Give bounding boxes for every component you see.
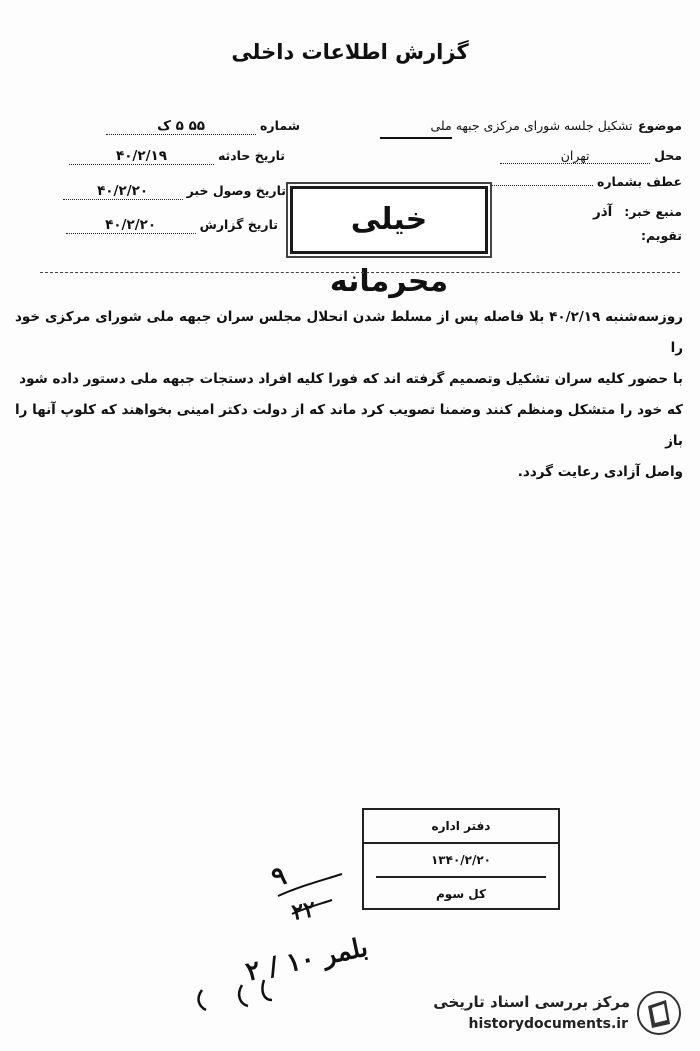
number-field [90,118,300,135]
office-stamp-date: ۱۳۴۰/۲/۲۰ [376,844,546,878]
report-date-value: ۴۰/۲/۲۰ [66,217,196,234]
number-value: ۵۵ ۵ ک [106,118,256,135]
body-line: با حضور کلیه سران تشکیل وتصمیم گرفته اند که فورا کلیه افراد دستجات جبهه ملی دستور داده شود [19,371,683,387]
event-date-value: ۴۰/۲/۱۹ [69,148,214,165]
office-stamp-header: دفتر اداره [364,810,558,844]
classification-stamp: خیلی محرمانه [290,186,488,254]
office-receipt-stamp [362,808,560,910]
report-date-label: تاریخ گزارش [199,217,278,232]
office-stamp-section: کل سوم [436,887,486,901]
source-field [593,204,682,220]
subject-value: تشکیل جلسه شورای مرکزی جبهه ملی [430,118,633,133]
body-line: روزسه‌شنبه ۴۰/۲/۱۹ بلا فاصله پس از مسلط شدن انحلال مجلس سران جبهه ملی شورای مرکزی خود را [15,309,683,356]
reference-label: عطف بشماره [596,174,682,189]
event-date-label: تاریخ حادثه [217,148,285,163]
number-label: شماره [260,118,300,133]
document-title: گزارش اطلاعات داخلی [231,40,469,64]
report-date-field [68,217,278,234]
body-line: که خود را متشکل ومنظم کنند وضمنا تصویب کرد ماند که از دولت دکتر امینی بخواهند که کلوپ آنها را باز [15,402,683,449]
place-field [500,148,682,164]
place-label: محل [654,148,682,163]
header-divider [40,272,680,273]
evaluation-field [641,228,682,243]
received-date-field [68,183,286,200]
received-date-label: تاریخ وصول خبر [186,183,286,198]
evaluation-label: تقویم: [640,228,682,243]
handwritten-mark: ۹ [268,860,290,894]
subject-label: موضوع [637,118,682,133]
place-value: تهران [500,148,650,164]
report-body [15,302,683,488]
subject-underline [380,137,452,139]
body-line: واصل آزادی رعایت گردد. [517,464,683,480]
signature-strokes [190,970,330,1020]
archive-url: historydocuments.ir [468,1016,628,1032]
archive-logo-icon [636,990,682,1036]
source-value: آذر [592,204,613,220]
event-date-field [70,148,285,165]
archive-name: مرکز بررسی اسناد تاریخی [433,993,630,1011]
source-label: منبع خبر: [624,204,682,219]
signature: بلمر ۱۰ / ۲ [243,932,371,988]
handwritten-stroke [270,856,350,926]
received-date-value: ۴۰/۲/۲۰ [63,183,183,200]
handwritten-number: ۲۲ [289,896,318,926]
subject-field [429,118,682,133]
